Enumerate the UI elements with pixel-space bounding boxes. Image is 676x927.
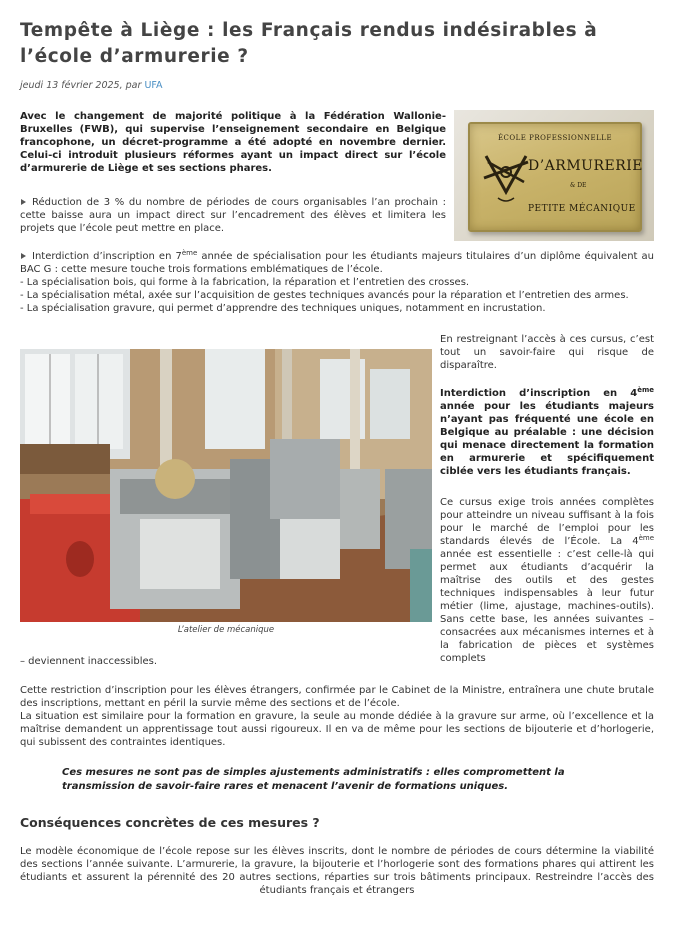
bullet-triangle-icon: [21, 199, 26, 205]
bullet-7-intro: [20, 250, 654, 276]
specialisation-metal: - La spécialisation métal, axée sur l’acquisition de gestes techniques avancés pour la réparation et l’entretien des armes.: [20, 290, 629, 301]
workshop-illustration: [20, 349, 432, 622]
continuation-line: – deviennent inaccessibles.: [20, 656, 158, 667]
bullet-interdiction-7: [20, 250, 654, 315]
photo-caption: L’atelier de mécanique: [177, 625, 275, 635]
right-3-text-b: année est essentielle : c’est celle-là qui permet aux étudiants d’acquérir la maîtrise des outils et des gestes techniques indispensables à leur futur métier (lime, ajustage, machines-outils). Sans cette base, les années suivantes – consacrées aux mécanismes internes et à la fabrication de pièces et systèmes complets: [440, 549, 654, 664]
plaque-line-2: D’ARMURERIE: [528, 158, 644, 174]
superscript: ème: [638, 534, 654, 542]
right-2-text-b: année pour les étudiants majeurs n’ayant pas fréquenté une école en Belgique au préalable : une décision qui menace directement la formation en armurerie et spécifiquement ciblée vers les étudiants français.: [440, 401, 654, 477]
right-2-text-a: Interdiction d’inscription en 4: [440, 388, 638, 399]
right-paragraph-3: [440, 496, 654, 665]
final-paragraph: [20, 845, 654, 897]
superscript: ème: [637, 386, 654, 394]
bullet-reduction: [20, 196, 446, 235]
superscript: ème: [181, 249, 198, 257]
specialisation-bois: - La spécialisation bois, qui forme à la fabrication, la réparation et l’entretien des crosses.: [20, 277, 470, 288]
bullet-triangle-icon: [21, 253, 26, 259]
pull-quote: Ces mesures ne sont pas de simples ajustements administratifs : elles compromettent la transmission de savoir-faire rares et menacent l’avenir de formations uniques.: [62, 767, 565, 792]
bullet-7-text-b: année de spécialisation pour les étudiants majeurs titulaires d’un diplôme équivalent au BAC G : cette mesure touche trois formations emblématiques de l’école.: [20, 251, 654, 275]
specialisation-gravure: - La spécialisation gravure, qui permet d’apprendre des techniques uniques, notamment en incrustation.: [20, 303, 546, 314]
workshop-photo: [20, 349, 432, 622]
plaque-line-1: ÉCOLE PROFESSIONNELLE: [497, 134, 613, 142]
author-link[interactable]: UFA: [144, 80, 163, 91]
restriction-paragraph: Cette restriction d’inscription pour les élèves étrangers, confirmée par le Cabinet de la Ministre, entraînera une chute brutale des inscriptions, mettant en péril la survie même des sections et de l’école.: [20, 685, 654, 709]
bullet-reduction-text: Réduction de 3 % du nombre de périodes de cours organisables l’an prochain : cette baisse aura un impact direct sur l’encadrement des élèves et limitera les projets que l’école peut mettre en place.: [20, 197, 446, 234]
section-heading: Conséquences concrètes de ces mesures ?: [20, 815, 320, 830]
plaque-line-4: PETITE MÉCANIQUE: [528, 204, 636, 214]
plaque: [468, 122, 642, 232]
bullet-7-text-a: Interdiction d’inscription en 7: [32, 251, 182, 262]
article-date: jeudi 13 février 2025, par: [20, 80, 142, 91]
school-plaque-image: [454, 110, 654, 241]
intro-paragraph: Avec le changement de majorité politique à la Fédération Wallonie-Bruxelles (FWB), qui supervise l’enseignement secondaire en Belgique francophone, un décret-programme a été adopté en novembre dernier. Celui-ci introduit plusieurs réformes ayant un impact direct sur l’école d’armurerie de Liège et ses sections phares.: [20, 111, 446, 174]
gravure-paragraph: La situation est similaire pour la formation en gravure, la seule au monde dédiée à la gravure sur arme, où l’excellence et la maîtrise demandent un apprentissage tout aussi rigoureux. Il en va de même pour les sections de bijouterie et d’horlogerie, qui subissent des contraintes identiques.: [20, 711, 654, 748]
article-meta: [20, 80, 162, 91]
crossed-guns-emblem-icon: [480, 148, 532, 204]
final-paragraph-text: Le modèle économique de l’école repose sur les élèves inscrits, dont le nombre de périodes de cours détermine la viabilité des sections l’année suivante. L’armurerie, la gravure, la bijouterie et l’horlogerie sont des formations phares qui attirent les étudiants et assurent la pérennité des 20 autres sections, réparties sur trois bâtiments principaux. Restreindre l’accès des étudiants français et étrangers: [20, 846, 654, 896]
article-title: Tempête à Liège : les Français rendus indésirables à l’école d’armurerie ?: [20, 20, 598, 67]
right-paragraph-2: [440, 387, 654, 478]
right-paragraph-1: En restreignant l’accès à ces cursus, c’est tout un savoir-faire qui risque de disparaître.: [440, 334, 654, 371]
right-3-text-a: Ce cursus exige trois années complètes pour atteindre un niveau suffisant à la fois pour le marché de l’emploi pour les standards élevés de l’École. La 4: [440, 497, 654, 547]
plaque-line-3: & DE: [570, 182, 587, 189]
